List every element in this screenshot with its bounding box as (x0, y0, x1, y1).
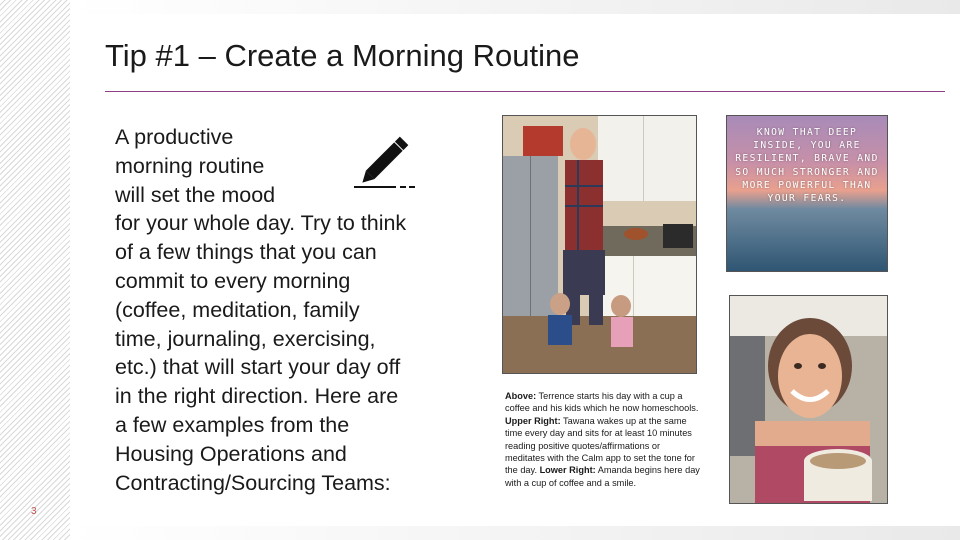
body-line: (coffee, meditation, family (115, 297, 360, 322)
body-line: Contracting/Sourcing Teams: (115, 470, 391, 495)
body-line: commit to every morning (115, 268, 351, 293)
body-line: will set the mood (115, 182, 276, 207)
body-line: a few examples from the (115, 412, 350, 437)
body-line: morning routine (115, 153, 265, 178)
photo-caption (505, 390, 700, 489)
caption-lower-right-text: Amanda begins here day with a cup of coffee and a smile. (505, 465, 700, 488)
caption-above-text: Terrence starts his day with a cup a coffee and his kids which he now homeschools. (505, 391, 699, 414)
slide-title: Tip #1 – Create a Morning Routine (105, 38, 580, 73)
photo-quote-image (726, 115, 888, 272)
photo-family-kitchen (502, 115, 697, 374)
caption-lower-right-label: Lower Right: (539, 465, 596, 476)
body-line: Housing Operations and (115, 441, 347, 466)
body-line: for your whole day. Try to think (115, 211, 407, 236)
caption-above-label: Above: (505, 391, 537, 401)
pencil-icon (350, 125, 420, 195)
title-divider (105, 91, 945, 92)
top-band (70, 0, 960, 14)
caption-upper-right-label: Upper Right: (505, 415, 561, 426)
body-line: etc.) that will start your day off (115, 355, 401, 380)
decorative-stripes (0, 0, 70, 540)
photo-amanda-coffee (729, 295, 888, 504)
body-line: time, journaling, exercising, (115, 326, 376, 351)
body-line: A productive (115, 125, 234, 149)
quote-text: KNOW THAT DEEP INSIDE, YOU ARE RESILIENT, BRAVE AND SO MUCH STRONGER AND MORE POWERFUL THAN YOUR FEARS. (735, 127, 879, 205)
caption-upper-right-text: Tawana wakes up at the same time every day and sits for at least 10 minutes reading positive quotes/affirmations or meditates with the Calm app to set the tone for the day. (505, 415, 695, 476)
body-line: of a few things that you can (115, 240, 377, 265)
bottom-band (70, 526, 960, 540)
body-line: in the right direction. Here are (115, 384, 399, 409)
slide-number: 3 (31, 506, 37, 517)
